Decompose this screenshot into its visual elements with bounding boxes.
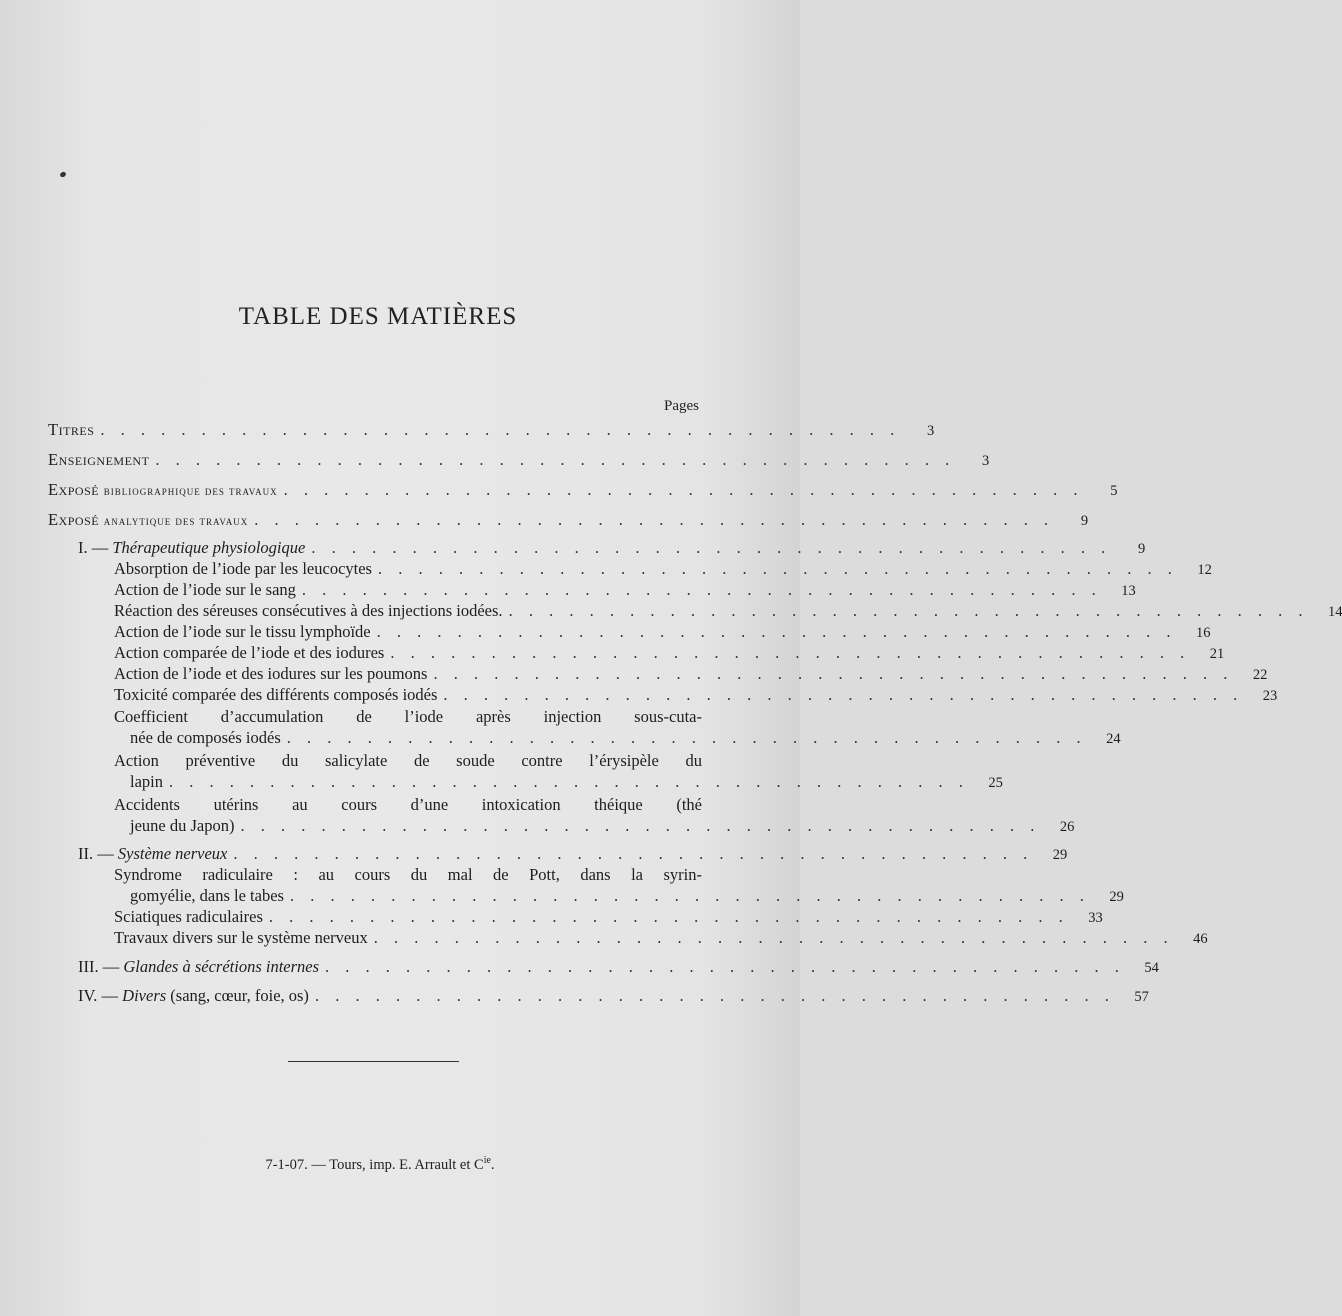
- toc-entry-label-first: Exposé: [48, 510, 100, 529]
- toc-entry-page: 3: [982, 453, 990, 469]
- toc-entry-expose-bibliographique: Exposé bibliographique des travaux . . . . . . . . . . . . . . . . . . . . . . . . . . . . . . . . . . . . . . . . 5: [48, 479, 700, 502]
- toc-section-1: I. — Thérapeutique physiologique . . . . . . . . . . . . . . . . . . . . . . . . . . . . . . . . . . . . . . . . 9: [78, 537, 700, 560]
- toc-subentry-label: Sciatiques radiculaires: [114, 907, 263, 926]
- toc-entry-page: 29: [1109, 889, 1124, 905]
- toc-entry-page: 33: [1088, 910, 1103, 926]
- page-title: TABLE DES MATIÈRES: [238, 303, 518, 330]
- toc-subentry-label: Action de l’iode et des iodures sur les poumons: [114, 664, 428, 683]
- toc-entry-label-rest: bibliographique des travaux: [103, 484, 278, 498]
- toc-subentry-label: jeune du Japon): [130, 816, 235, 835]
- toc-entry-page: 57: [1134, 989, 1149, 1005]
- section-title: Thérapeutique physiologique: [112, 538, 306, 557]
- toc-entry-label: Titres: [48, 420, 95, 439]
- toc-entry-page: 54: [1144, 960, 1159, 976]
- toc-entry-page: 16: [1196, 625, 1211, 641]
- toc-section-2: II. — Système nerveux . . . . . . . . . . . . . . . . . . . . . . . . . . . . . . . . . . . . . . . . 29: [78, 843, 700, 866]
- toc-subentry-line1: Coefficient d’accumulation de l’iode après injection sous-cuta-: [114, 707, 702, 726]
- toc-entry-page: 5: [1110, 483, 1118, 499]
- toc-subentry: Sciatiques radiculaires . . . . . . . . . . . . . . . . . . . . . . . . . . . . . . . . . . . . . . . . 33: [114, 906, 700, 929]
- toc-section-4: IV. — Divers (sang, cœur, foie, os) . . . . . . . . . . . . . . . . . . . . . . . . . . . . . . . . . . . . . . . . 57: [78, 985, 700, 1008]
- toc-subentry-label: Action comparée de l’iode et des iodures: [114, 643, 385, 662]
- toc-entry-page: 13: [1121, 583, 1136, 599]
- colophon-end: .: [490, 1156, 495, 1173]
- pages-column-header: Pages: [664, 398, 699, 414]
- toc-subentry-line1: Accidents utérins au cours d’une intoxication théique (thé: [114, 795, 702, 814]
- section-numeral: I. —: [78, 538, 109, 557]
- toc-entry-label-rest: analytique des travaux: [103, 514, 249, 528]
- toc-entry-page: 26: [1059, 819, 1075, 835]
- toc-subentry-label: Travaux divers sur le système nerveux: [114, 928, 368, 947]
- toc-subentry-label: Réaction des séreuses consécutives à des injections iodées.: [114, 601, 503, 620]
- toc-subentry-label: Absorption de l’iode par les leucocytes: [114, 559, 372, 578]
- toc-subentry-label: Toxicité comparée des différents composés iodés: [114, 685, 438, 704]
- toc-entry-page: 24: [1106, 731, 1121, 747]
- toc-subentry: Travaux divers sur le système nerveux . . . . . . . . . . . . . . . . . . . . . . . . . . . . . . . . . . . . . . . . 46: [114, 927, 700, 950]
- toc-entry-page: 25: [988, 775, 1003, 791]
- toc-subentry: Action de l’iode sur le sang . . . . . . . . . . . . . . . . . . . . . . . . . . . . . . . . . . . . . . . . 13: [114, 579, 700, 602]
- toc-entry-titres: Titres . . . . . . . . . . . . . . . . . . . . . . . . . . . . . . . . . . . . . . . . 3: [48, 419, 700, 442]
- toc-subentry: née de composés iodés . . . . . . . . . . . . . . . . . . . . . . . . . . . . . . . . . . . . . . . . 24: [130, 727, 700, 750]
- toc-subentry: gomyélie, dans le tabes . . . . . . . . . . . . . . . . . . . . . . . . . . . . . . . . . . . . . . . . 29: [130, 885, 700, 908]
- toc-subentry-label: Action de l’iode sur le sang: [114, 580, 296, 599]
- toc-subentry: Action de l’iode sur le tissu lymphoïde . . . . . . . . . . . . . . . . . . . . . . . . . . . . . . . . . . . . . . . . 16: [114, 621, 700, 644]
- toc-section-3: III. — Glandes à sécrétions internes . . . . . . . . . . . . . . . . . . . . . . . . . . . . . . . . . . . . . . . . 54: [78, 956, 700, 979]
- toc-entry-page: 22: [1252, 667, 1268, 683]
- toc-subentry-label: née de composés iodés: [130, 728, 281, 747]
- printer-colophon: [0, 1155, 760, 1174]
- colophon-text: 7-1-07. — Tours, imp. E. Arrault et C: [265, 1156, 484, 1173]
- toc-subentry: lapin . . . . . . . . . . . . . . . . . . . . . . . . . . . . . . . . . . . . . . . . 25: [130, 771, 700, 794]
- toc-subentry: jeune du Japon) . . . . . . . . . . . . . . . . . . . . . . . . . . . . . . . . . . . . . . . . 26: [130, 815, 700, 838]
- toc-subentry: Action de l’iode et des iodures sur les poumons . . . . . . . . . . . . . . . . . . . . . . . . . . . . . . . . . . . . . . . . 22: [114, 663, 700, 686]
- toc-entry-page: 21: [1209, 646, 1225, 662]
- toc-entry-label-first: Exposé: [48, 480, 100, 499]
- section-numeral: IV. —: [78, 986, 119, 1005]
- section-title: Système nerveux: [117, 844, 228, 863]
- toc-subentry-label: Action de l’iode sur le tissu lymphoïde: [114, 622, 371, 641]
- toc-entry-page: 14: [1327, 604, 1342, 620]
- toc-entry-enseignement: Enseignement . . . . . . . . . . . . . . . . . . . . . . . . . . . . . . . . . . . . . . . . 3: [48, 449, 700, 472]
- section-numeral: II. —: [78, 844, 114, 863]
- toc-subentry-line1: Syndrome radiculaire : au cours du mal de Pott, dans la syrin-: [114, 865, 702, 884]
- toc-subentry-line1: Action préventive du salicylate de soude contre l’érysipèle du: [114, 751, 702, 770]
- toc-subentry: Absorption de l’iode par les leucocytes . . . . . . . . . . . . . . . . . . . . . . . . . . . . . . . . . . . . . . . . 12: [114, 558, 700, 581]
- toc-entry-page: 9: [1080, 513, 1089, 529]
- toc-entry-page: 9: [1137, 541, 1146, 557]
- toc-subentry: Toxicité comparée des différents composés iodés . . . . . . . . . . . . . . . . . . . . . . . . . . . . . . . . . . . . . . . . 23: [114, 684, 700, 707]
- section-numeral: III. —: [78, 957, 120, 976]
- toc-subentry-label: gomyélie, dans le tabes: [130, 886, 284, 905]
- toc-subentry: Action comparée de l’iode et des iodures . . . . . . . . . . . . . . . . . . . . . . . . . . . . . . . . . . . . . . . . 21: [114, 642, 700, 665]
- section-title: Glandes à sécrétions internes: [123, 957, 320, 976]
- divider-rule: [288, 1061, 459, 1062]
- toc-entry-page: 46: [1193, 931, 1208, 947]
- toc-subentry-label: lapin: [130, 772, 163, 791]
- toc-entry-page: 12: [1197, 562, 1212, 578]
- section-title: Divers: [122, 986, 167, 1005]
- colophon-superscript: ie: [483, 1155, 491, 1166]
- toc-entry-expose-analytique: Exposé analytique des travaux . . . . . . . . . . . . . . . . . . . . . . . . . . . . . . . . . . . . . . . . 9: [48, 509, 700, 532]
- toc-entry-page: 23: [1262, 688, 1278, 704]
- toc-subentry: Réaction des séreuses consécutives à des injections iodées. . . . . . . . . . . . . . . . . . . . . . . . . . . . . . . . . . . . . . . . . 14: [114, 600, 700, 623]
- ink-speck: [59, 171, 67, 178]
- toc-entry-page: 29: [1052, 847, 1068, 863]
- section-title-rest: (sang, cœur, foie, os): [170, 986, 309, 1005]
- toc-entry-page: 3: [927, 423, 935, 439]
- toc-entry-label: Enseignement: [48, 450, 150, 469]
